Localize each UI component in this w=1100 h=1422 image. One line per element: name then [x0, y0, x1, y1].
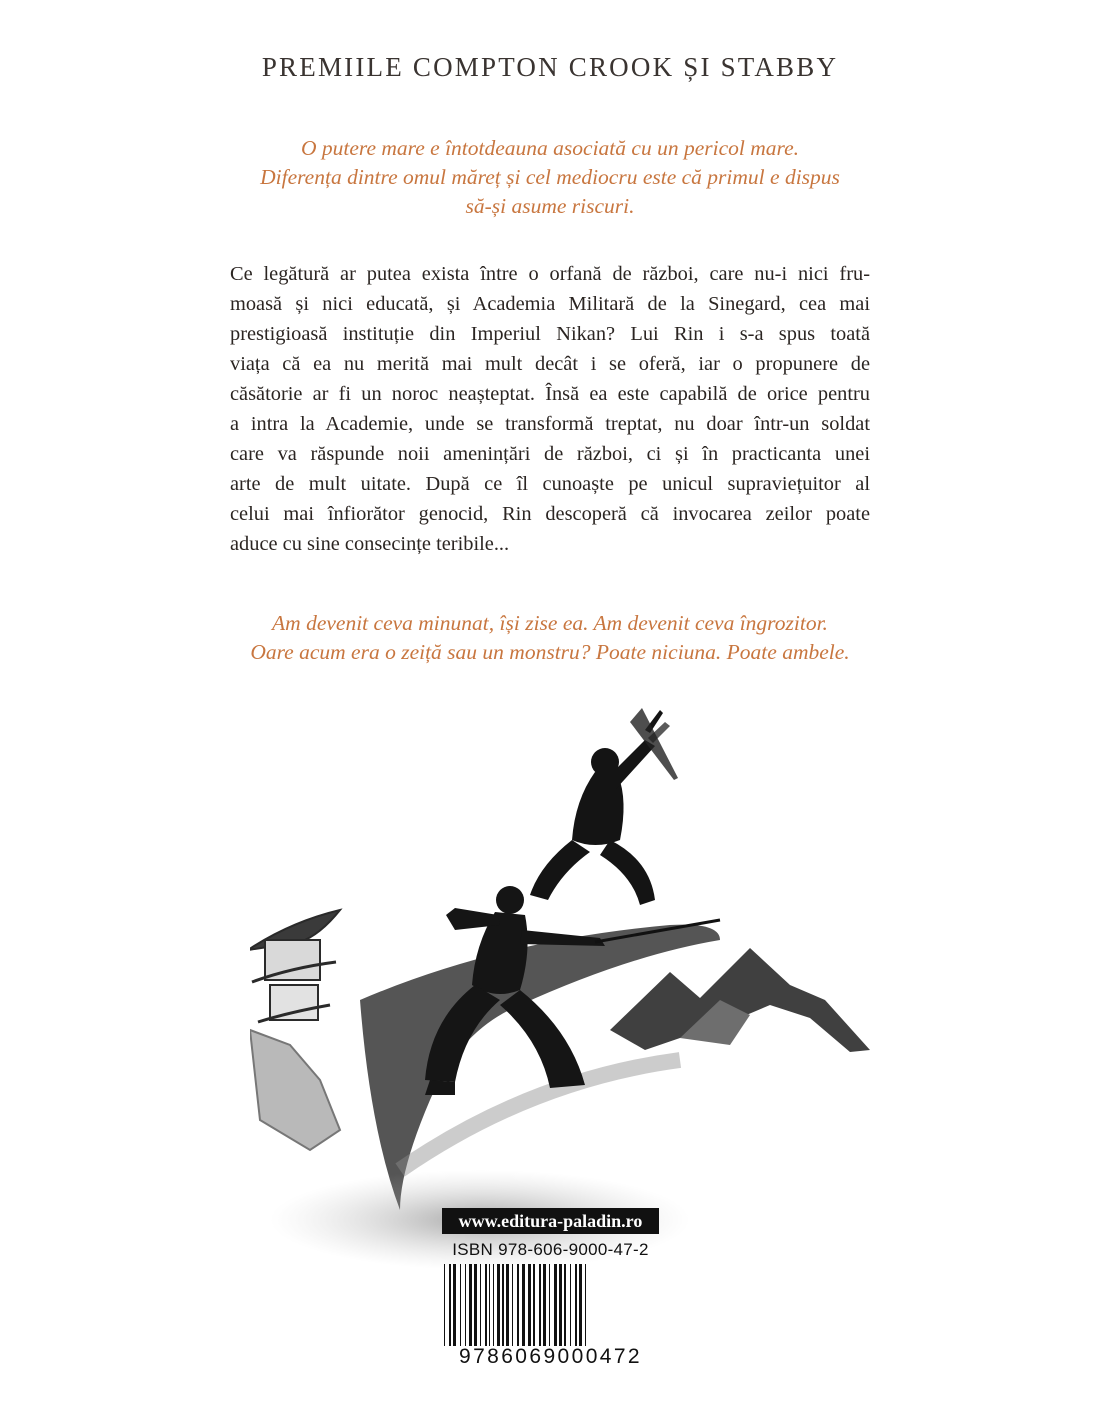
blurb-line: a intra la Academie, unde se transformă treptat, nu doar într-un soldat	[230, 413, 870, 435]
barcode-bar	[522, 1264, 525, 1346]
barcode-bar	[549, 1264, 550, 1346]
barcode-bar	[465, 1264, 466, 1346]
blurb-line: celui mai înfiorător genocid, Rin descoperă că invocarea zeilor poate	[230, 503, 870, 525]
barcode-bar	[575, 1264, 577, 1346]
barcode-bar	[485, 1264, 487, 1346]
quote-line: Diferența dintre omul măreț și cel mediocru este că primul e dispus	[260, 165, 840, 189]
closing-quote	[150, 609, 950, 667]
blurb-line: moasă și nici educată, și Academia Militară de la Sinegard, cea mai	[230, 293, 870, 315]
blurb-line: căsătorie ar fi un noroc neașteptat. Însă ea este capabilă de orice pentru	[230, 383, 870, 405]
barcode-bar	[444, 1264, 445, 1346]
barcode-bar	[449, 1264, 451, 1346]
quote-line: O putere mare e întotdeauna asociată cu un pericol mare.	[301, 136, 799, 160]
barcode-bar	[493, 1264, 494, 1346]
pagoda-building	[250, 910, 340, 1150]
barcode-bar	[539, 1264, 541, 1346]
barcode-bar	[564, 1264, 566, 1346]
blurb-line: prestigioasă instituție din Imperiul Nikan? Lui Rin i s-a spus toată	[230, 323, 870, 345]
barcode-bar	[497, 1264, 500, 1346]
blurb-line: aduce cu sine consecințe teribile...	[230, 533, 510, 555]
book-blurb	[230, 259, 870, 559]
blurb-line: arte de mult uitate. După ce îl cunoaște pe unicul supraviețuitor al	[230, 473, 870, 495]
blurb-line: Ce legătură ar putea exista între o orfană de război, care nu-i nici fru-	[230, 263, 870, 285]
barcode-bar	[502, 1264, 504, 1346]
barcode-bar	[480, 1264, 481, 1346]
barcode-bar	[585, 1264, 586, 1346]
quote-line: să-și asume riscuri.	[465, 194, 635, 218]
barcode-bar	[453, 1264, 456, 1346]
quote-line: Oare acum era o zeiță sau un monstru? Poate niciuna. Poate ambele.	[250, 640, 850, 664]
barcode-bar	[570, 1264, 571, 1346]
barcode-bar	[517, 1264, 519, 1346]
barcode-bar	[579, 1264, 582, 1346]
barcode-bar	[528, 1264, 531, 1346]
publisher-url[interactable]: www.editura-paladin.ro	[442, 1208, 659, 1234]
barcode-bar	[460, 1264, 461, 1346]
blurb-line: care va răspunde noii amenințări de război, ci și în practicanta unei	[230, 443, 870, 465]
barcode-bar	[559, 1264, 562, 1346]
isbn-label: ISBN 978-606-9000-47-2	[452, 1240, 649, 1259]
barcode-bar	[469, 1264, 472, 1346]
barcode-bar	[489, 1264, 490, 1346]
barcode-bar	[474, 1264, 477, 1346]
blurb-line: viața că ea nu merită mai mult decât i se oferă, iar o propunere de	[230, 353, 870, 375]
barcode-bar	[506, 1264, 509, 1346]
barcode-bar	[554, 1264, 557, 1346]
barcode-digits: 9786069000472	[458, 1345, 643, 1368]
barcode-bar	[543, 1264, 546, 1346]
isbn-barcode	[442, 1264, 659, 1346]
opening-quote	[150, 134, 950, 221]
barcode-bar	[533, 1264, 535, 1346]
mountain-range	[610, 948, 870, 1052]
barcode-bar	[512, 1264, 513, 1346]
quote-line: Am devenit ceva minunat, își zise ea. Am devenit ceva îngrozitor.	[272, 611, 828, 635]
awards-heading: PREMIILE COMPTON CROOK ȘI STABBY	[261, 52, 839, 82]
